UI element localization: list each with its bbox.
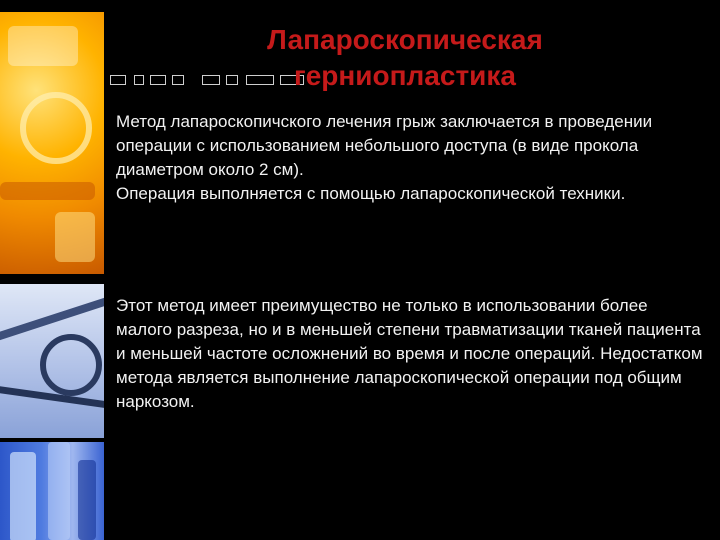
paragraph-technique: Операция выполняется с помощью лапароскопической техники. [116,184,626,203]
paragraph-method: Метод лапароскопичского лечения грыж заключается в проведении операции с использованием небольшого доступа (в виде прокола диаметром около 2 см). [116,112,653,179]
title-line-2: герниопластика [294,60,516,91]
slide-title [210,22,600,94]
title-line-1: Лапароскопическая [267,24,543,55]
orange-equipment-image [0,12,104,274]
paragraph-advantages: Этот метод имеет преимущество не только в использовании более малого разреза, но и в меньшей степени травматизации тканей пациента и меньшей частоте осложнений во время и после операций. Недостатком метода является выполнение лапароскопической операции под общим наркозом. [116,296,703,411]
syringe-image [0,442,104,540]
surgical-instruments-image [0,284,104,438]
